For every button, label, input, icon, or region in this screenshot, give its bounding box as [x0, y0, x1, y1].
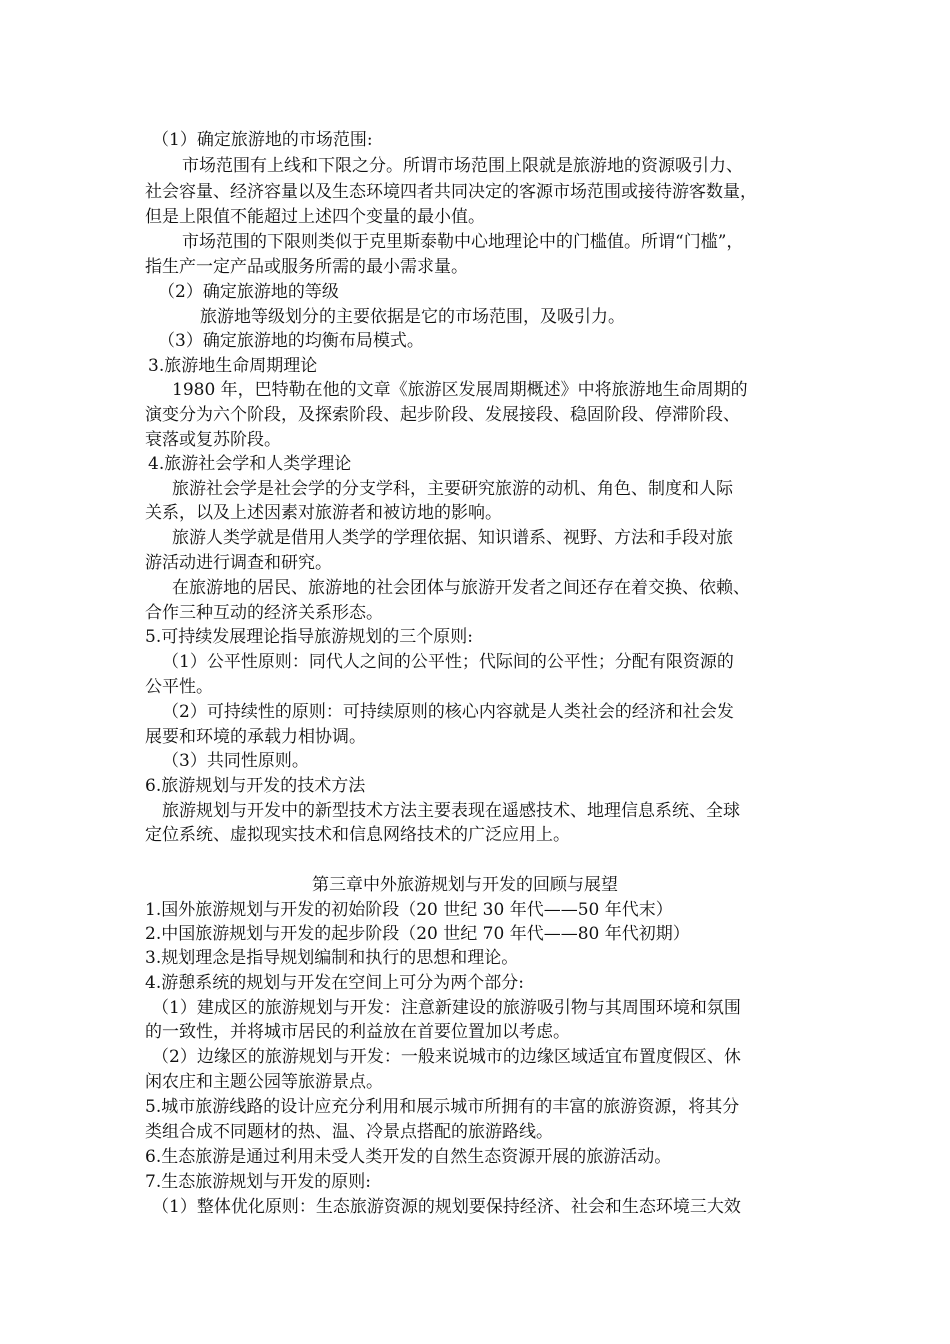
text-line: （2）边缘区的旅游规划与开发：一般来说城市的边缘区域适宜布置度假区、休 [152, 1047, 741, 1067]
text-line: 演变分为六个阶段，及探索阶段、起步阶段、发展接段、稳固阶段、停滞阶段、 [145, 405, 740, 425]
text-line: 旅游地等级划分的主要依据是它的市场范围，及吸引力。 [200, 307, 625, 327]
text-line: 展要和环境的承载力相协调。 [145, 727, 366, 747]
text-line: （2）可持续性的原则：可持续原则的核心内容就是人类社会的经济和社会发 [162, 702, 734, 722]
text-line: （1）整体优化原则：生态旅游资源的规划要保持经济、社会和生态环境三大效 [152, 1197, 741, 1217]
text-line: 市场范围的下限则类似于克里斯泰勒中心地理论中的门槛值。所谓“门槛”， [182, 232, 744, 252]
section-heading: 3.旅游地生命周期理论 [148, 356, 318, 376]
text-line: 但是上限值不能超过上述四个变量的最小值。 [145, 207, 485, 227]
text-line: 1.国外旅游规划与开发的初始阶段（20 世纪 30 年代——50 年代末） [145, 900, 673, 920]
chapter-title: 第三章中外旅游规划与开发的回顾与展望 [312, 875, 618, 895]
section-heading: 4.旅游社会学和人类学理论 [148, 454, 352, 474]
text-line: 定位系统、虚拟现实技术和信息网络技术的广泛应用上。 [145, 825, 570, 845]
text-line: 闲农庄和主题公园等旅游景点。 [145, 1072, 383, 1092]
text-line: 公平性。 [145, 677, 213, 697]
text-line: 旅游规划与开发中的新型技术方法主要表现在遥感技术、地理信息系统、全球 [162, 801, 740, 821]
text-line: 5.城市旅游线路的设计应充分利用和展示城市所拥有的丰富的旅游资源，将其分 [145, 1097, 740, 1117]
text-line: 7.生态旅游规划与开发的原则: [145, 1172, 371, 1192]
text-line: （2）确定旅游地的等级 [158, 282, 339, 302]
text-line: 的一致性，并将城市居民的利益放在首要位置加以考虑。 [145, 1022, 570, 1042]
text-line: 社会容量、经济容量以及生态环境四者共同决定的客源市场范围或接待游客数量， [145, 182, 757, 202]
text-line: 在旅游地的居民、旅游地的社会团体与旅游开发者之间还存在着交换、依赖、 [172, 578, 750, 598]
text-line: 游活动进行调查和研究。 [145, 553, 332, 573]
text-line: 关系，以及上述因素对旅游者和被访地的影响。 [145, 503, 502, 523]
text-line: 衰落或复苏阶段。 [145, 430, 281, 450]
text-line: 4.游憩系统的规划与开发在空间上可分为两个部分: [145, 973, 524, 993]
section-heading: 6.旅游规划与开发的技术方法 [145, 776, 366, 796]
text-line: 指生产一定产品或服务所需的最小需求量。 [145, 257, 468, 277]
text-line: 6.生态旅游是通过利用未受人类开发的自然生态资源开展的旅游活动。 [145, 1147, 672, 1167]
section-heading: 5.可持续发展理论指导旅游规划的三个原则: [145, 627, 473, 647]
text-line: 旅游人类学就是借用人类学的学理依据、知识谱系、视野、方法和手段对旅 [172, 528, 733, 548]
text-line: 市场范围有上线和下限之分。所谓市场范围上限就是旅游地的资源吸引力、 [182, 156, 743, 176]
text-line: （1）确定旅游地的市场范围: [152, 130, 373, 150]
text-line: （3）共同性原则。 [162, 751, 309, 771]
text-line: （1）公平性原则：同代人之间的公平性；代际间的公平性；分配有限资源的 [162, 652, 734, 672]
text-line: （1）建成区的旅游规划与开发：注意新建设的旅游吸引物与其周围环境和氛围 [152, 998, 741, 1018]
text-line: 1980 年，巴特勒在他的文章《旅游区发展周期概述》中将旅游地生命周期的 [172, 380, 748, 400]
text-line: 3.规划理念是指导规划编制和执行的思想和理论。 [145, 948, 519, 968]
text-line: 2.中国旅游规划与开发的起步阶段（20 世纪 70 年代——80 年代初期） [145, 924, 690, 944]
text-line: 类组合成不同题材的热、温、冷景点搭配的旅游路线。 [145, 1122, 553, 1142]
text-line: 旅游社会学是社会学的分支学科，主要研究旅游的动机、角色、制度和人际 [172, 479, 733, 499]
text-line: （3）确定旅游地的均衡布局模式。 [158, 331, 424, 351]
text-line: 合作三种互动的经济关系形态。 [145, 603, 383, 623]
